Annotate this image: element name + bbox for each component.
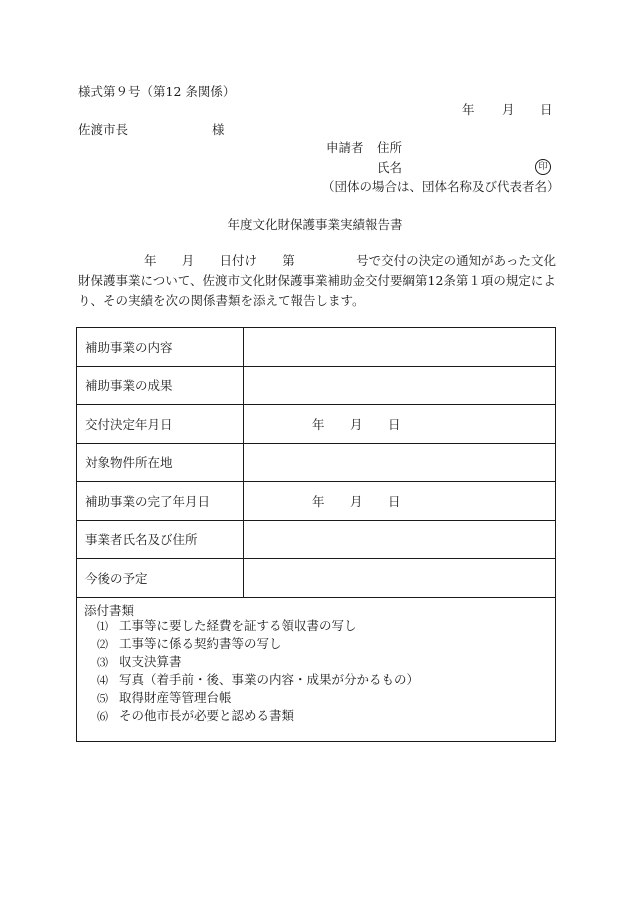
body-date-suffix: 日付け bbox=[219, 253, 258, 268]
body-month: 月 bbox=[181, 253, 195, 268]
form-number: 様式第９号（第12 条関係） bbox=[78, 84, 236, 99]
item-number: ⑷ bbox=[97, 674, 108, 687]
table-row bbox=[77, 443, 556, 482]
table-row bbox=[77, 405, 556, 444]
seal-icon: 印 bbox=[535, 159, 551, 175]
address-label: 住所 bbox=[377, 140, 403, 155]
body-line-1 bbox=[78, 251, 556, 271]
row-label: 補助事業の内容 bbox=[77, 328, 244, 367]
row-value-field[interactable] bbox=[244, 328, 556, 367]
report-body bbox=[78, 251, 556, 311]
item-number: ⑴ bbox=[97, 620, 108, 633]
document-title: 年度文化財保護事業実績報告書 bbox=[227, 217, 403, 232]
row-value-field[interactable] bbox=[244, 559, 556, 598]
body-number-prefix: 第 bbox=[282, 253, 295, 268]
row-label: 交付決定年月日 bbox=[77, 405, 244, 444]
item-text: 収支決算書 bbox=[119, 654, 182, 669]
row-label: 対象物件所在地 bbox=[77, 443, 244, 482]
body-year: 年 bbox=[144, 253, 157, 268]
item-text: その他市長が必要と認める書類 bbox=[119, 708, 295, 723]
report-table bbox=[76, 327, 556, 598]
ymd-month: 月 bbox=[350, 493, 363, 509]
date-day-label: 日 bbox=[540, 102, 553, 117]
item-text: 工事等に要した経費を証する領収書の写し bbox=[119, 618, 357, 633]
item-number: ⑹ bbox=[97, 710, 108, 723]
row-label: 今後の予定 bbox=[77, 559, 244, 598]
list-item bbox=[97, 635, 419, 653]
row-label: 補助事業の完了年月日 bbox=[77, 482, 244, 521]
table-row bbox=[77, 559, 556, 598]
addressee: 佐渡市長 bbox=[78, 122, 129, 137]
name-label: 氏名 bbox=[377, 160, 403, 175]
group-note: （団体の場合は、団体名称及び代表者名） bbox=[322, 179, 560, 194]
item-text: 写真（着手前・後、事業の内容・成果が分かるもの） bbox=[119, 672, 420, 687]
item-text: 工事等に係る契約書等の写し bbox=[119, 636, 282, 651]
table-row bbox=[77, 482, 556, 521]
item-text: 取得財産等管理台帳 bbox=[119, 690, 232, 705]
item-number: ⑶ bbox=[97, 656, 108, 669]
row-label: 事業者氏名及び住所 bbox=[77, 520, 244, 559]
row-value-field[interactable] bbox=[244, 443, 556, 482]
ymd-month: 月 bbox=[350, 416, 363, 432]
list-item bbox=[97, 671, 419, 689]
honorific: 様 bbox=[212, 122, 225, 137]
item-number: ⑵ bbox=[97, 638, 108, 651]
date-month-label: 月 bbox=[502, 102, 515, 117]
date-year-label: 年 bbox=[462, 102, 475, 117]
list-item bbox=[97, 707, 419, 725]
attachments-list bbox=[97, 617, 419, 725]
list-item bbox=[97, 617, 419, 635]
grant-decision-date-field[interactable] bbox=[244, 405, 556, 444]
ymd-day: 日 bbox=[388, 416, 401, 432]
ymd-year: 年 bbox=[312, 416, 325, 432]
table-row bbox=[77, 366, 556, 405]
body-line-3: り、その実績を次の関係書類を添えて報告します。 bbox=[78, 293, 365, 308]
attachments-heading: 添付書類 bbox=[84, 603, 135, 618]
body-line-2: 財保護事業について、佐渡市文化財保護事業補助金交付要綱第12条第１項の規定によ bbox=[78, 273, 556, 288]
row-label: 補助事業の成果 bbox=[77, 366, 244, 405]
list-item bbox=[97, 689, 419, 707]
applicant-label: 申請者 bbox=[326, 140, 364, 155]
completion-date-field[interactable] bbox=[244, 482, 556, 521]
ymd-day: 日 bbox=[388, 493, 401, 509]
item-number: ⑸ bbox=[97, 692, 108, 705]
list-item bbox=[97, 653, 419, 671]
row-value-field[interactable] bbox=[244, 520, 556, 559]
body-line-1-rest: 号で交付の決定の通知があった文化 bbox=[356, 253, 556, 268]
attachments-box bbox=[76, 597, 556, 742]
table-row bbox=[77, 328, 556, 367]
row-value-field[interactable] bbox=[244, 366, 556, 405]
ymd-year: 年 bbox=[312, 493, 325, 509]
table-row bbox=[77, 520, 556, 559]
